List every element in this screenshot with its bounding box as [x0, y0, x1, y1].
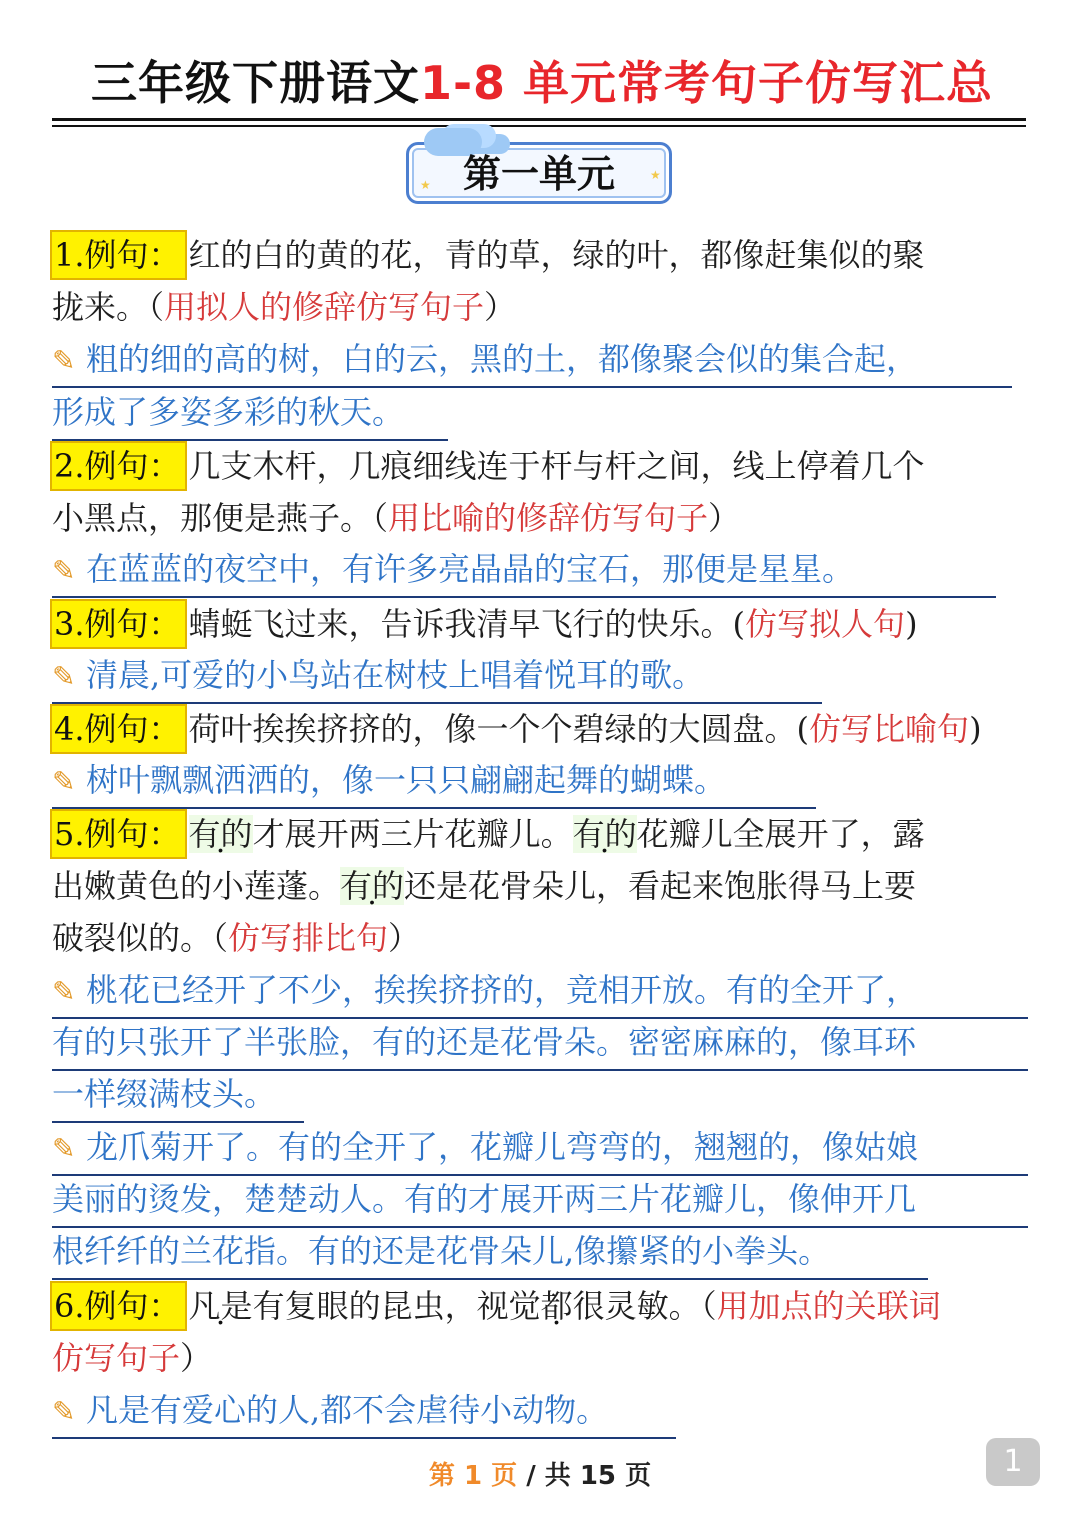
answer-5b-line-3	[52, 1226, 928, 1280]
instruction-text: 用加点的关联词	[716, 1287, 941, 1325]
pencil-icon: ✎	[52, 660, 76, 693]
title-part-2: 1-8 单元常考句子仿写汇总	[419, 56, 994, 110]
example-4-line-1	[52, 703, 1028, 755]
example-text: 花瓣儿全展开了，露	[636, 815, 925, 853]
answer-text: 凡是有爱心的人,都不会虐待小动物。	[86, 1391, 609, 1429]
instruction-text: 仿写拟人句	[745, 605, 906, 643]
answer-6-line-1	[52, 1385, 676, 1439]
answer-text: 粗的细的高的树，白的云，黑的土，都像聚会似的集合起，	[86, 340, 919, 378]
example-6-line-1	[52, 1280, 1028, 1332]
answer-5b-line-1	[52, 1122, 1028, 1176]
page-label: 第	[428, 1461, 455, 1491]
total-label: 页	[625, 1461, 652, 1491]
answer-1-line-2	[52, 387, 448, 441]
dotted-word: 凡是 .	[189, 1287, 253, 1325]
answer-text: 一样缀满枝头。	[52, 1075, 277, 1113]
instruction-text: 仿写排比句	[228, 919, 389, 957]
example-text: 破裂似的。（	[52, 919, 229, 957]
example-1-line-1	[52, 229, 1028, 281]
page-title	[52, 52, 1032, 114]
example-text: ）	[388, 919, 421, 957]
answer-2-line-1	[52, 544, 996, 598]
star-icon: ★	[420, 178, 431, 192]
example-5-line-2	[52, 860, 1028, 912]
dotted-word: 有的 .	[189, 815, 253, 853]
pencil-icon: ✎	[52, 344, 76, 377]
page-separator: /	[526, 1461, 536, 1491]
example-text: ）	[180, 1339, 213, 1377]
answer-5a-line-2	[52, 1017, 1028, 1071]
answer-text: 美丽的烫发，楚楚动人。有的才展开两三片花瓣儿，像伸开几	[52, 1180, 917, 1218]
example-text: 红的白的黄的花，青的草，绿的叶，都像赶集似的聚	[188, 236, 925, 274]
example-tag: 6.例句：	[52, 1283, 185, 1329]
dotted-word: 有的 .	[340, 867, 404, 905]
example-tag: 4.例句：	[52, 706, 185, 752]
example-text: 很灵敏。（	[572, 1287, 717, 1325]
answer-text: 形成了多姿多彩的秋天。	[52, 393, 405, 431]
example-text: 荷叶挨挨挤挤的，像一个个碧绿的大圆盘。(	[188, 710, 810, 748]
instruction-text: 仿写句子	[52, 1339, 181, 1377]
example-tag: 2.例句：	[52, 443, 185, 489]
example-text: 蜻蜓飞过来，告诉我清早飞行的快乐。(	[188, 605, 746, 643]
page-label: 页	[491, 1461, 518, 1491]
pencil-icon: ✎	[52, 1132, 76, 1165]
page-counter	[0, 1456, 1080, 1496]
example-text: )	[969, 710, 982, 748]
example-text: ）	[484, 288, 517, 326]
dotted-word: 都 .	[541, 1287, 573, 1325]
answer-text: 在蓝蓝的夜空中，有许多亮晶晶的宝石，那便是星星。	[86, 550, 855, 588]
example-tag: 3.例句：	[52, 601, 185, 647]
answer-5b-line-2	[52, 1174, 1028, 1228]
pencil-icon: ✎	[52, 975, 76, 1008]
total-pages: 15	[579, 1461, 617, 1491]
example-tag: 1.例句：	[52, 232, 185, 278]
example-text: )	[905, 605, 918, 643]
answer-5a-line-1	[52, 965, 1028, 1019]
answer-text: 清晨,可爱的小鸟站在树枝上唱着悦耳的歌。	[86, 656, 705, 694]
answer-5a-line-3	[52, 1069, 304, 1123]
instruction-text: 仿写比喻句	[809, 710, 970, 748]
example-1-line-2	[52, 281, 1028, 333]
example-text: ）	[708, 499, 741, 537]
example-6-line-2	[52, 1332, 1028, 1384]
example-2-line-1	[52, 440, 1028, 492]
example-text: 几支木杆，几痕细线连于杆与杆之间，线上停着几个	[188, 447, 925, 485]
instruction-text: 用比喻的修辞仿写句子	[388, 499, 709, 537]
pencil-icon: ✎	[52, 1395, 76, 1428]
pencil-icon: ✎	[52, 554, 76, 587]
answer-3-line-1	[52, 650, 822, 704]
pencil-icon: ✎	[52, 765, 76, 798]
answer-1-line-1	[52, 334, 1012, 388]
title-rule-top	[52, 118, 1026, 121]
answer-text: 龙爪菊开了。有的全开了，花瓣儿弯弯的，翘翘的，像姑娘	[86, 1128, 919, 1166]
answer-4-line-1	[52, 755, 816, 809]
example-text: 还是花骨朵儿，看起来饱胀得马上要	[404, 867, 917, 905]
answer-text: 根纤纤的兰花指。有的还是花骨朵儿,像攥紧的小拳头。	[52, 1232, 831, 1270]
instruction-text: 用拟人的修辞仿写句子	[164, 288, 485, 326]
example-tag: 5.例句：	[52, 811, 185, 857]
page-number: 1	[463, 1461, 483, 1491]
example-text: 才展开两三片花瓣儿。	[252, 815, 573, 853]
example-text: 有复眼的昆虫，视觉	[252, 1287, 541, 1325]
total-label: 共	[544, 1461, 571, 1491]
example-text: 拢来。（	[52, 288, 165, 326]
answer-text: 树叶飘飘洒洒的，像一只只翩翩起舞的蝴蝶。	[86, 761, 727, 799]
example-5-line-1	[52, 808, 1028, 860]
example-3-line-1	[52, 598, 1028, 650]
star-icon: ★	[650, 168, 661, 182]
dotted-word: 有的 .	[573, 815, 637, 853]
title-part-1: 三年级下册语文	[90, 56, 420, 110]
unit-title: 第一单元	[462, 152, 615, 196]
answer-text: 有的只张开了半张脸，有的还是花骨朵。密密麻麻的，像耳环	[52, 1023, 917, 1061]
example-5-line-3	[52, 912, 1028, 964]
example-text: 出嫩黄色的小莲蓬。	[52, 867, 341, 905]
page-badge[interactable]: 1	[986, 1438, 1040, 1486]
answer-text: 桃花已经开了不少，挨挨挤挤的，竞相开放。有的全开了，	[86, 971, 919, 1009]
example-text: 小黑点，那便是燕子。（	[52, 499, 389, 537]
title-rule-bottom	[52, 125, 1026, 127]
example-2-line-2	[52, 492, 1028, 544]
